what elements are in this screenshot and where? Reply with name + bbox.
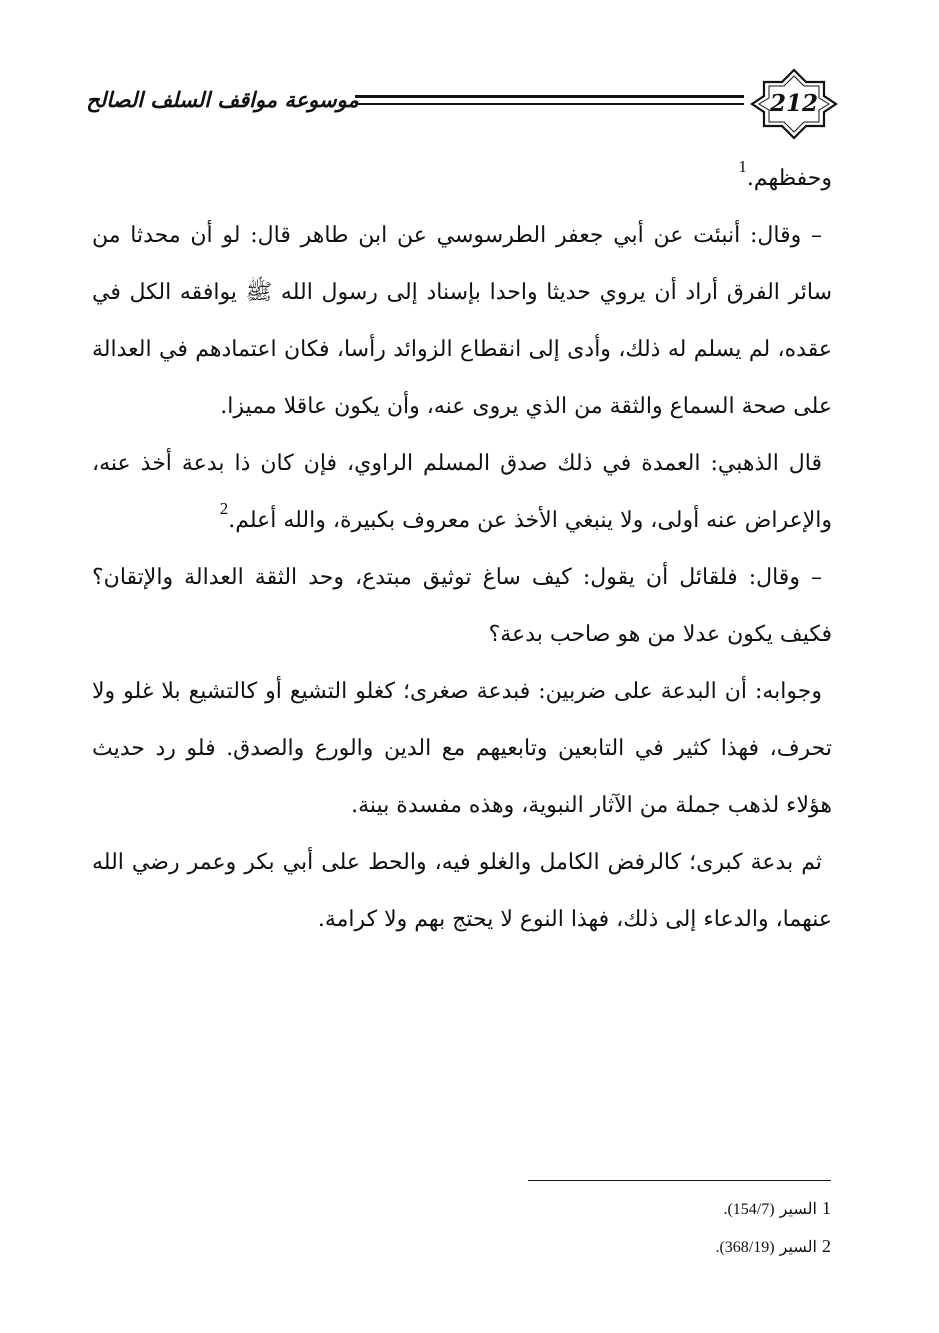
page-number: 212 (769, 90, 818, 117)
header-rule-thin (355, 103, 744, 105)
footnote-label: السير (779, 1199, 817, 1218)
paragraph-3 (92, 435, 832, 549)
paragraph-6: ثم بدعة كبرى؛ كالرفض الكامل والغلو فيه، والحط على أبي بكر وعمر رضي الله عنهما، والدعاء إلى ذلك، فهذا النوع لا يحتج بهم ولا كرامة. (92, 850, 832, 932)
footnote-1 (528, 1190, 831, 1228)
paragraph-5: وجوابه: أن البدعة على ضربين: فبدعة صغرى؛ كغلو التشيع أو كالتشيع بلا غلو ولا تحرف، فهذا كثير في التابعين وتابعيهم مع الدين والورع والصدق. فلو رد حديث هؤلاء لذهب جملة من الآثار النبوية، وهذه مفسدة بينة. (92, 679, 832, 818)
series-title: موسوعة مواقف السلف الصالح (86, 88, 359, 112)
footnote-separator (528, 1180, 831, 1181)
paragraph-1 (92, 150, 832, 207)
paragraph-text: قال الذهبي: العمدة في ذلك صدق المسلم الراوي، فإن كان ذا بدعة أخذ عنه، والإعراض عنه أولى، ولا ينبغي الأخذ عن معروف بكبيرة، والله أعلم. (92, 451, 832, 533)
footnotes (528, 1190, 831, 1266)
footnote-number: 1 (822, 1198, 831, 1218)
main-text (92, 150, 832, 948)
footnote-number: 2 (822, 1236, 831, 1256)
paragraph-4: – وقال: فلقائل أن يقول: كيف ساغ توثيق مبتدع، وحد الثقة العدالة والإتقان؟ فكيف يكون عدلا من هو صاحب بدعة؟ (92, 565, 832, 647)
paragraph-text: وحفظهم. (746, 166, 832, 191)
paragraph-2: – وقال: أنبئت عن أبي جعفر الطرسوسي عن ابن طاهر قال: لو أن محدثا من سائر الفرق أراد أن يروي حديثا واحدا بإسناد إلى رسول الله ﷺ يوافقه الكل في عقده، لم يسلم له ذلك، وأدى إلى انقطاع الزوائد رأسا، فكان اعتمادهم في العدالة على صحة السماع والثقة من الذي يروى عنه، وأن يكون عاقلا مميزا. (92, 223, 832, 419)
footnote-marker-2: 2 (219, 499, 229, 518)
page-number-badge (748, 68, 840, 140)
header-rule (355, 95, 744, 98)
footnote-label: السير (779, 1237, 817, 1256)
footnote-ref: (154/7). (723, 1201, 775, 1218)
footnote-2 (528, 1228, 831, 1266)
footnote-ref: (368/19). (715, 1239, 775, 1256)
footnote-marker-1: 1 (738, 157, 747, 176)
page-header (80, 68, 840, 140)
